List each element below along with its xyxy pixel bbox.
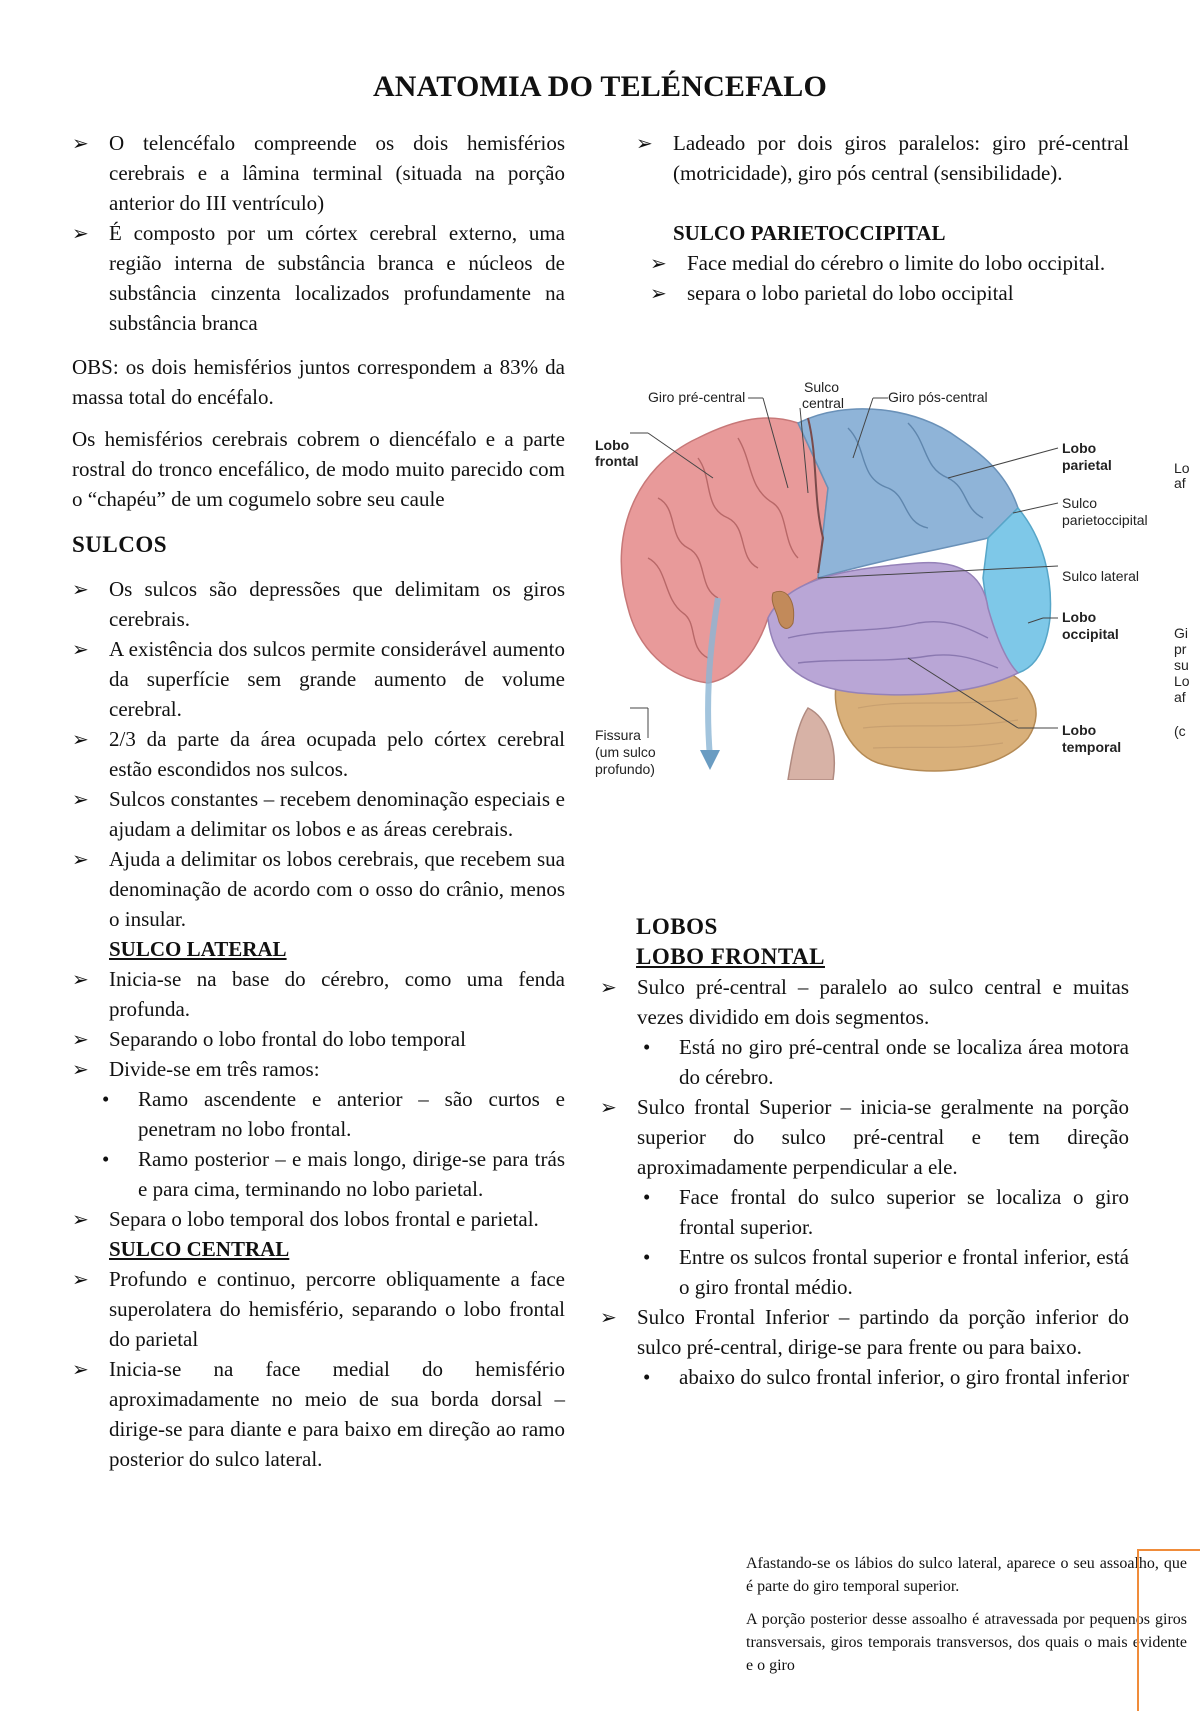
obs-paragraph: OBS: os dois hemisférios juntos correspondem a 83% da massa total do encéfalo.: [72, 355, 565, 409]
list-item: ➢ 2/3 da parte da área ocupada pelo córtex cerebral estão escondidos nos sulcos.: [72, 724, 565, 784]
note-paragraph-2: A porção posterior desse assoalho é atravessada por pequenos giros transversais, giros temporais transversos, dos quais o mais evidente e o giro: [746, 1611, 1187, 1674]
arrow-bullet-icon: ➢: [72, 967, 89, 991]
list-item: • Ramo posterior – e mais longo, dirige-se para trás e para cima, terminando no lobo parietal.: [72, 1144, 565, 1204]
list-item: ➢ separa o lobo parietal do lobo occipital: [650, 278, 1129, 308]
lateral-branches-list: [72, 1084, 565, 1204]
sulcos-list: [72, 574, 565, 934]
parietal-lobe-shape: [798, 409, 1018, 578]
label-sulco-central-1: Sulco: [804, 379, 840, 395]
dot-bullet-icon: •: [643, 1365, 651, 1389]
arrow-bullet-icon: ➢: [72, 637, 89, 661]
list-item: • Face frontal do sulco superior se localiza o giro frontal superior.: [600, 1182, 1129, 1242]
dot-bullet-icon: •: [643, 1035, 651, 1059]
brain-illustration: [588, 378, 1200, 780]
list-item: ➢ É composto por um córtex cerebral externo, uma região interna de substância branca e núcleos de substância cinzenta localizados profundamente na substância branca: [72, 218, 565, 338]
arrow-bullet-icon: ➢: [600, 1095, 617, 1119]
list-item: ➢ O telencéfalo compreende os dois hemisférios cerebrais e a lâmina terminal (situada na porção anterior do III ventrículo): [72, 128, 565, 218]
list-item: ➢ Face medial do cérebro o limite do lobo occipital.: [650, 248, 1129, 278]
label-sulco-central-2: central: [802, 395, 845, 411]
list-item: ➢ Inicia-se na face medial do hemisfério aproximadamente no meio de sua borda dorsal – dirige-se para diante e para baixo em direção ao ramo posterior do sulco lateral.: [72, 1354, 565, 1474]
label-sulco-parieto-2: parietoccipital: [1062, 512, 1148, 528]
arrow-bullet-icon: ➢: [72, 847, 89, 871]
arrow-bullet-icon: ➢: [650, 281, 667, 305]
dot-bullet-icon: •: [643, 1245, 651, 1269]
list-item: ➢ Sulco Frontal Inferior – partindo da porção inferior do sulco pré-central, dirige-se para frente ou para baixo.: [600, 1302, 1129, 1362]
page-title: ANATOMIA DO TELÉNCEFALO: [372, 70, 828, 103]
right-column-bottom: [600, 912, 1129, 1392]
dot-bullet-icon: •: [643, 1185, 651, 1209]
hemispheres-paragraph: Os hemisférios cerebrais cobrem o diencéfalo e a parte rostral do tronco encefálico, de modo muito parecido com o “chapéu” de um cogumelo sobre seu caule: [72, 427, 565, 511]
list-item: ➢ Ajuda a delimitar os lobos cerebrais, que recebem sua denominação de acordo com o osso do crânio, menos o insular.: [72, 844, 565, 934]
sulco-parietoccipital-heading: SULCO PARIETOCCIPITAL: [673, 221, 946, 245]
dot-bullet-icon: •: [102, 1147, 110, 1171]
brain-figure: [588, 378, 1200, 780]
label-cut-7: af: [1174, 689, 1186, 705]
label-lobo-frontal-1: Lobo: [595, 437, 630, 453]
label-lobo-occipital-2: occipital: [1062, 626, 1119, 642]
arrow-bullet-icon: ➢: [636, 131, 653, 155]
list-item: ➢ Ladeado por dois giros paralelos: giro pré-central (motricidade), giro pós central (sensibilidade).: [636, 128, 1129, 188]
arrow-bullet-icon: ➢: [72, 1057, 89, 1081]
arrow-bullet-icon: ➢: [600, 1305, 617, 1329]
list-item: • abaixo do sulco frontal inferior, o giro frontal inferior: [600, 1362, 1129, 1392]
arrow-bullet-icon: ➢: [650, 251, 667, 275]
left-column: [72, 128, 565, 1474]
label-fissura-3: profundo): [595, 761, 655, 777]
label-cut-2: af: [1174, 475, 1186, 491]
label-lobo-parietal-2: parietal: [1062, 457, 1112, 473]
brainstem-shape: [788, 708, 834, 780]
label-sulco-lateral: Sulco lateral: [1062, 568, 1140, 584]
list-item: ➢ A existência dos sulcos permite considerável aumento da superfície sem grande aumento de volume cerebral.: [72, 634, 565, 724]
label-lobo-parietal-1: Lobo: [1062, 440, 1097, 456]
frontal-list-1: [600, 972, 1129, 1032]
arrow-bullet-icon: ➢: [72, 1357, 89, 1381]
list-item: ➢ Sulco pré-central – paralelo ao sulco central e muitas vezes dividido em dois segmentos.: [600, 972, 1129, 1032]
label-lobo-frontal-2: frontal: [595, 453, 639, 469]
label-cut-8: (c: [1174, 723, 1186, 739]
label-cut-6: Lo: [1174, 673, 1190, 689]
dot-bullet-icon: •: [102, 1087, 110, 1111]
label-cut-5: su: [1174, 657, 1189, 673]
frontal-list-3: [600, 1302, 1129, 1362]
label-lobo-temporal-2: temporal: [1062, 739, 1122, 755]
label-giro-pos-central: Giro pós-central: [888, 389, 988, 405]
lateral-list-b: [72, 1204, 565, 1234]
label-fissura-2: (um sulco: [595, 744, 656, 760]
label-lobo-temporal-1: Lobo: [1062, 722, 1097, 738]
list-item: ➢ Profundo e continuo, percorre obliquamente a face superolatera do hemisfério, separando o lobo frontal do parietal: [72, 1264, 565, 1354]
label-fissura-1: Fissura: [595, 727, 641, 743]
note-frame-border: [1137, 1549, 1200, 1711]
arrow-bullet-icon: ➢: [600, 975, 617, 999]
label-cut-1: Lo: [1174, 460, 1190, 476]
arrow-bullet-icon: ➢: [72, 577, 89, 601]
list-item: ➢ Sulco frontal Superior – inicia-se geralmente na porção superior do sulco pré-central e tem direção aproximadamente perpendicular a ele.: [600, 1092, 1129, 1182]
list-item: ➢ Sulcos constantes – recebem denominação especiais e ajudam a delimitar os lobos e as áreas cerebrais.: [72, 784, 565, 844]
frontal-bullets-1: [600, 1032, 1129, 1092]
label-lobo-occipital-1: Lobo: [1062, 609, 1097, 625]
arrow-bullet-icon: ➢: [72, 787, 89, 811]
sulco-lateral-heading: SULCO LATERAL: [109, 937, 287, 961]
list-item: ➢ Separa o lobo temporal dos lobos frontal e parietal.: [72, 1204, 565, 1234]
central-list: [72, 1264, 565, 1474]
note-paragraph-1: Afastando-se os lábios do sulco lateral, aparece o seu assoalho, que é parte do giro temporal superior.: [746, 1555, 1187, 1595]
list-item: • Entre os sulcos frontal superior e frontal inferior, está o giro frontal médio.: [600, 1242, 1129, 1302]
lobos-heading: LOBOS: [636, 914, 718, 939]
list-item: ➢ Inicia-se na base do cérebro, como uma fenda profunda.: [72, 964, 565, 1024]
frontal-bullets-2: [600, 1182, 1129, 1302]
list-item: • Ramo ascendente e anterior – são curtos e penetram no lobo frontal.: [72, 1084, 565, 1144]
frontal-list-2: [600, 1092, 1129, 1182]
lateral-list: [72, 964, 565, 1084]
arrow-bullet-icon: ➢: [72, 221, 89, 245]
right-column-top: [636, 128, 1129, 308]
frontal-bullets-3: [600, 1362, 1129, 1392]
list-item: ➢ Divide-se em três ramos:: [72, 1054, 565, 1084]
side-note: [746, 1552, 1187, 1687]
label-giro-pre-central: Giro pré-central: [648, 389, 746, 405]
list-item: ➢ Os sulcos são depressões que delimitam os giros cerebrais.: [72, 574, 565, 634]
parieto-list: [650, 248, 1129, 308]
label-cut-4: pr: [1174, 641, 1187, 657]
central-gyri-list: [636, 128, 1129, 188]
arrow-bullet-icon: ➢: [72, 131, 89, 155]
arrow-bullet-icon: ➢: [72, 1207, 89, 1231]
arrow-bullet-icon: ➢: [72, 727, 89, 751]
lobo-frontal-heading: LOBO FRONTAL: [636, 944, 825, 969]
label-cut-3: Gi: [1174, 625, 1188, 641]
sulco-central-heading: SULCO CENTRAL: [109, 1237, 290, 1261]
arrow-bullet-icon: ➢: [72, 1027, 89, 1051]
arrow-bullet-icon: ➢: [72, 1267, 89, 1291]
sulcos-heading: SULCOS: [72, 532, 168, 557]
list-item: ➢ Separando o lobo frontal do lobo temporal: [72, 1024, 565, 1054]
list-item: • Está no giro pré-central onde se localiza área motora do cérebro.: [600, 1032, 1129, 1092]
intro-list: [72, 128, 565, 338]
label-sulco-parieto-1: Sulco: [1062, 495, 1098, 511]
